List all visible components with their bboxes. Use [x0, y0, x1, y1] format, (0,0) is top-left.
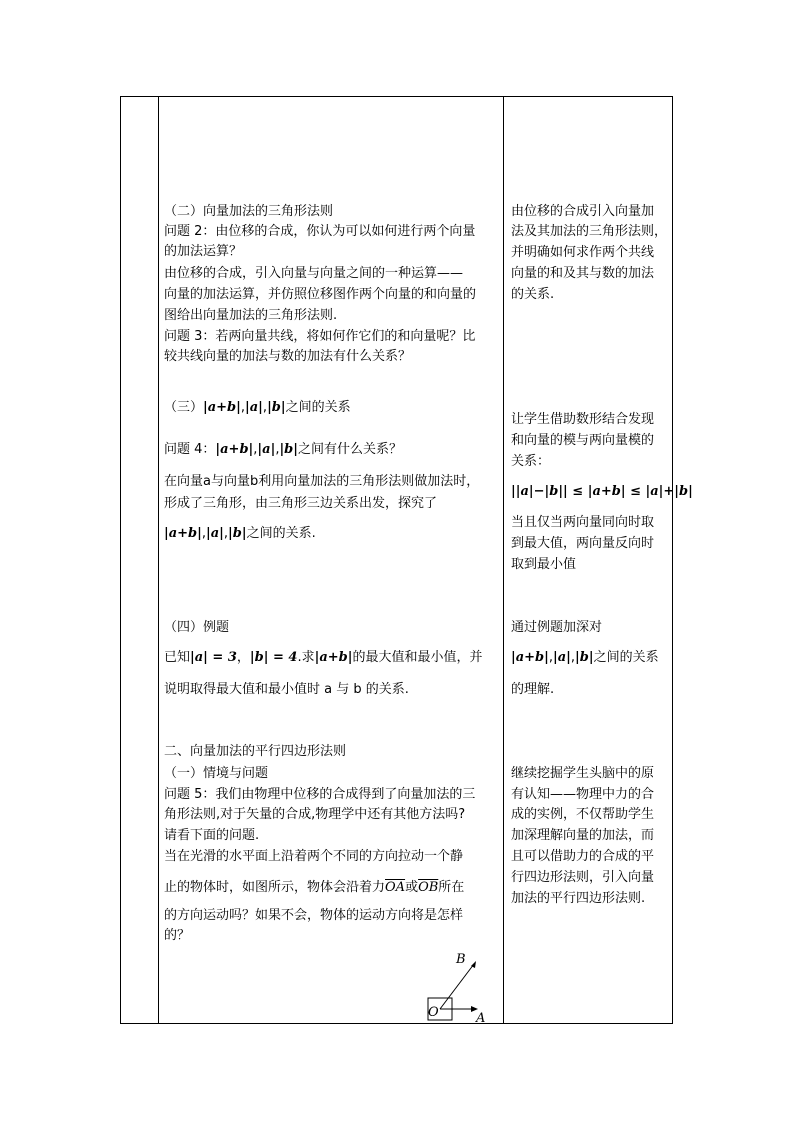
- expr-norm-a: |a|: [257, 442, 276, 457]
- section-triangle-rule-title: （二）向量加法的三角形法则: [164, 204, 334, 219]
- expr-norm-a: |a|: [245, 400, 263, 415]
- note-4-line7: 加法的平行四边形法则.: [511, 891, 646, 906]
- note-3-line1: 通过例题加深对: [511, 620, 603, 635]
- note-2-line7: 取到最小值: [511, 557, 577, 572]
- note-2-line6: 到最大值，两向量反向时: [511, 536, 655, 551]
- paragraph-5-line1: 当在光滑的水平面上沿着两个不同的方向拉动一个静: [164, 849, 464, 864]
- note-1-line3: 并明确如何求作两个共线: [511, 245, 655, 260]
- example-line1: 已知|a| = 3，|b| = 4.求|a+b|的最大值和最小值，并: [164, 650, 483, 665]
- note-4-line5: 且可以借助力的合成的平: [511, 849, 655, 864]
- note-4-line6: 行四边形法则，引入向量: [511, 870, 655, 885]
- expr-norm-sum: |a+b|: [215, 442, 254, 457]
- note-2-line5: 当且仅当两向量同向时取: [511, 515, 655, 530]
- paragraph-2-line3: 图给出向量加法的三角形法则.: [164, 308, 338, 323]
- note-2-inequality: ||a|−|b|| ≤ |a+b| ≤ |a|+|b|: [511, 484, 693, 499]
- force-ob-arrow: [440, 964, 474, 1009]
- expr-norm-b: |b|: [267, 400, 286, 415]
- paragraph-4-line2: 形成了三角形，由三角形三边关系出发，探究了: [164, 496, 438, 511]
- expr-norm-sum: |a+b|: [164, 526, 202, 541]
- note-4-line2: 有认知——物理中力的合: [511, 787, 655, 802]
- question-5-line1: 问题 5：我们由物理中位移的合成得到了向量加法的三: [164, 787, 476, 802]
- expr-norm-b: |b|: [279, 442, 299, 457]
- subsection-situation-title: （一）情境与问题: [164, 766, 269, 781]
- paragraph-5-line4: 的？: [164, 928, 191, 943]
- note-1-line1: 由位移的合成引入向量加: [511, 204, 655, 219]
- question-3-line2: 较共线向量的加法与数的加法有什么关系？: [164, 349, 412, 364]
- label-a: A: [476, 1011, 486, 1025]
- expr-norm-sum: |a+b|: [203, 400, 241, 415]
- note-1-line5: 的关系.: [511, 287, 555, 302]
- expr-norm-b: |b|: [228, 526, 247, 541]
- note-2-line2: 和向量的模与两向量模的: [511, 433, 655, 448]
- expr-norm-a: |a|: [553, 650, 571, 665]
- paragraph-4-line1: 在向量a与向量b利用向量加法的三角形法则做加法时，: [164, 474, 480, 489]
- section-relation-title: （三）|a+b|,|a|,|b|之间的关系: [164, 400, 351, 415]
- paragraph-5-line3: 的方向运动吗？如果不会，物体的运动方向将是怎样: [164, 908, 464, 923]
- vector-ob: $\overline{OB}$: [418, 880, 439, 895]
- paragraph-5-line2: 止的物体时，如图所示，物体会沿着力$\overline{OA}$或$\overline{OB}$所在: [164, 880, 465, 895]
- note-3-line2: |a+b|,|a|,|b|之间的关系: [511, 650, 659, 665]
- part-parallelogram-title: 二、向量加法的平行四边形法则: [164, 744, 347, 759]
- question-2-line1: 问题 2：由位移的合成，你认为可以如何进行两个向量: [164, 224, 476, 239]
- expr-norm-b: |b|: [575, 650, 594, 665]
- question-3-line1: 问题 3：若两向量共线，将如何作它们的和向量呢？比: [164, 329, 476, 344]
- question-2-line2: 的加法运算？: [164, 244, 243, 259]
- example-line2: 说明取得最大值和最小值时 a 与 b 的关系.: [164, 682, 409, 697]
- question-5-line2: 角形法则,对于矢量的合成,物理学中还有其他方法吗?: [164, 807, 466, 822]
- expr-norm-a: |a|: [206, 526, 224, 541]
- paragraph-2-line1: 由位移的合成，引入向量与向量之间的一种运算——: [164, 266, 464, 281]
- force-diagram: [420, 945, 495, 1025]
- label-b: B: [456, 952, 466, 967]
- paragraph-2-line2: 向量的加法运算，并仿照位移图作两个向量的和向量的: [164, 287, 477, 302]
- note-2-line1: 让学生借助数形结合发现: [511, 412, 655, 427]
- vector-oa: $\overline{OA}$: [385, 880, 406, 895]
- section-example-title: （四）例题: [164, 620, 230, 635]
- note-1-line2: 法及其加法的三角形法则，: [511, 224, 668, 239]
- question-5-line3: 请看下面的问题.: [164, 828, 260, 843]
- note-4-line4: 加深理解向量的加法，而: [511, 828, 655, 843]
- expr-norm-sum: |a+b|: [511, 650, 549, 665]
- note-1-line4: 向量的和及其与数的加法: [511, 266, 655, 281]
- expr-norm-a-eq: |a| = 3: [190, 650, 237, 665]
- note-4-line1: 继续挖掘学生头脑中的原: [511, 766, 655, 781]
- table-divider-right: [503, 97, 504, 1023]
- question-4: 问题 4：|a+b|,|a|,|b|之间有什么关系？: [164, 442, 403, 457]
- expr-norm-b-eq: |b| = 4: [249, 650, 298, 665]
- note-3-line3: 的理解.: [511, 682, 555, 697]
- expr-norm-sum: |a+b|: [314, 650, 353, 665]
- note-4-line3: 成的实例，不仅帮助学生: [511, 807, 655, 822]
- table-divider-left: [158, 97, 159, 1023]
- paragraph-4-line3: |a+b|,|a|,|b|之间的关系.: [164, 526, 316, 541]
- note-2-line3: 关系：: [511, 454, 551, 469]
- label-o: O: [428, 1005, 439, 1020]
